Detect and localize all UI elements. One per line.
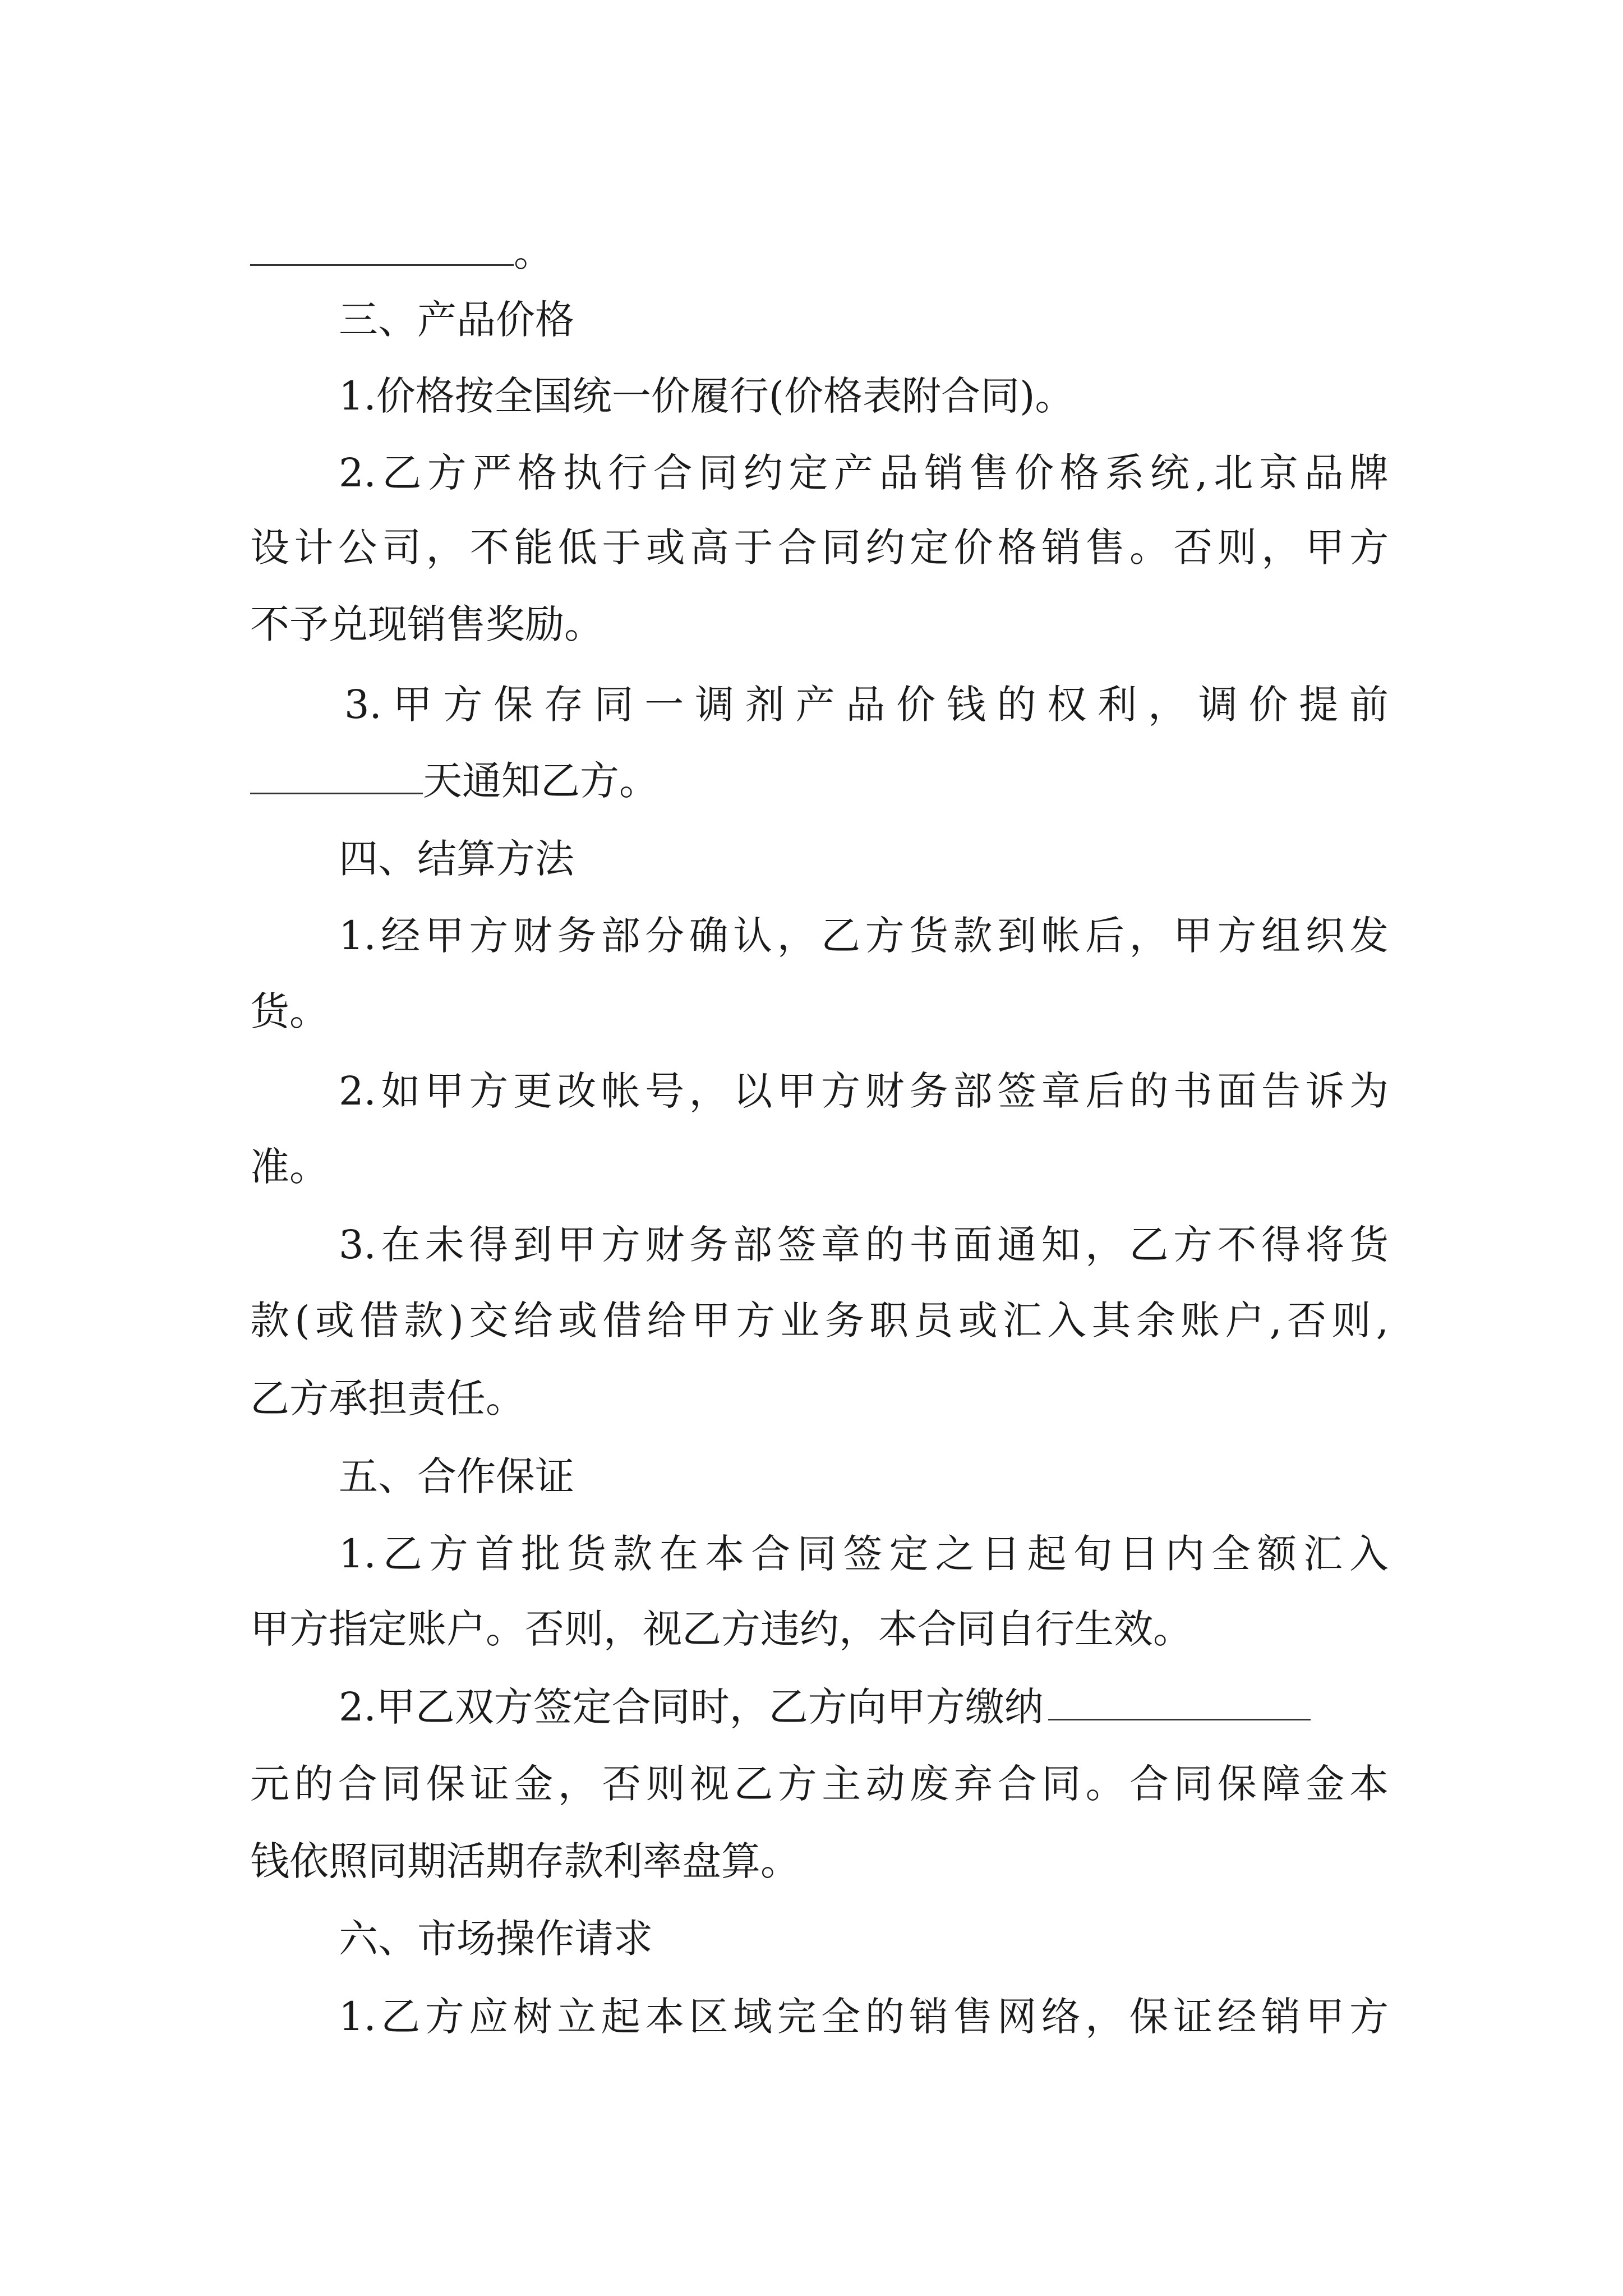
section-heading-6: 六、市场操作请求	[339, 1916, 653, 1962]
paragraph-6-1-line-1: 1.乙方应树立起本区域完全的销售网络，保证经销甲方	[339, 1994, 1389, 2040]
paragraph-5-2-line-2: 元的合同保证金，否则视乙方主动废弃合同。合同保障金本	[250, 1761, 1389, 1807]
paragraph-5-1-line-2: 甲方指定账户。否则，视乙方违约，本合同自行生效。	[250, 1606, 1192, 1652]
fill-in-blank[interactable]	[250, 753, 423, 794]
paragraph-4-1-line-1: 1.经甲方财务部分确认，乙方货款到帐后，甲方组织发	[339, 913, 1389, 959]
paragraph-3-3-line-1: 3.甲方保存同一调剂产品价钱的权利，调价提前	[344, 682, 1389, 728]
paragraph-3-2-line-1: 2.乙方严格执行合同约定产品销售价格系统,北京品牌	[339, 450, 1389, 496]
paragraph-4-3-line-1: 3.在未得到甲方财务部签章的书面通知，乙方不得将货	[339, 1222, 1389, 1268]
line-text: 2.甲乙双方签定合同时，乙方向甲方缴纳	[339, 1684, 1044, 1730]
section-heading-4: 四、结算方法	[339, 836, 574, 882]
paragraph-4-3-line-3: 乙方承担责任。	[250, 1375, 525, 1421]
section-heading-3: 三、产品价格	[339, 297, 574, 343]
paragraph-3-3-line-2	[250, 747, 1389, 815]
line-tail: 。	[514, 229, 553, 275]
paragraph-4-3-line-2: 款(或借款)交给或借给甲方业务职员或汇入其余账户,否则,	[250, 1297, 1389, 1343]
paragraph-4-1-line-2: 货。	[250, 988, 329, 1034]
continued-line	[250, 219, 1389, 286]
fill-in-blank[interactable]	[1048, 1680, 1311, 1720]
section-heading-5: 五、合作保证	[339, 1453, 574, 1499]
paragraph-5-2-line-3: 钱依照同期活期存款利率盘算。	[250, 1838, 800, 1884]
line-text: 天通知乙方。	[423, 758, 658, 804]
paragraph-4-2-line-1: 2.如甲方更改帐号，以甲方财务部签章后的书面告诉为	[339, 1068, 1389, 1114]
paragraph-5-1-line-1: 1.乙方首批货款在本合同签定之日起旬日内全额汇入	[339, 1531, 1389, 1577]
paragraph-3-1: 1.价格按全国统一价履行(价格表附合同)。	[339, 373, 1075, 419]
fill-in-blank[interactable]	[250, 225, 514, 266]
paragraph-5-2-line-1	[339, 1673, 1389, 1741]
paragraph-3-2-line-3: 不予兑现销售奖励。	[250, 601, 603, 647]
paragraph-3-2-line-2: 设计公司，不能低于或高于合同约定价格销售。否则，甲方	[250, 524, 1389, 570]
paragraph-4-2-line-2: 准。	[250, 1144, 329, 1190]
